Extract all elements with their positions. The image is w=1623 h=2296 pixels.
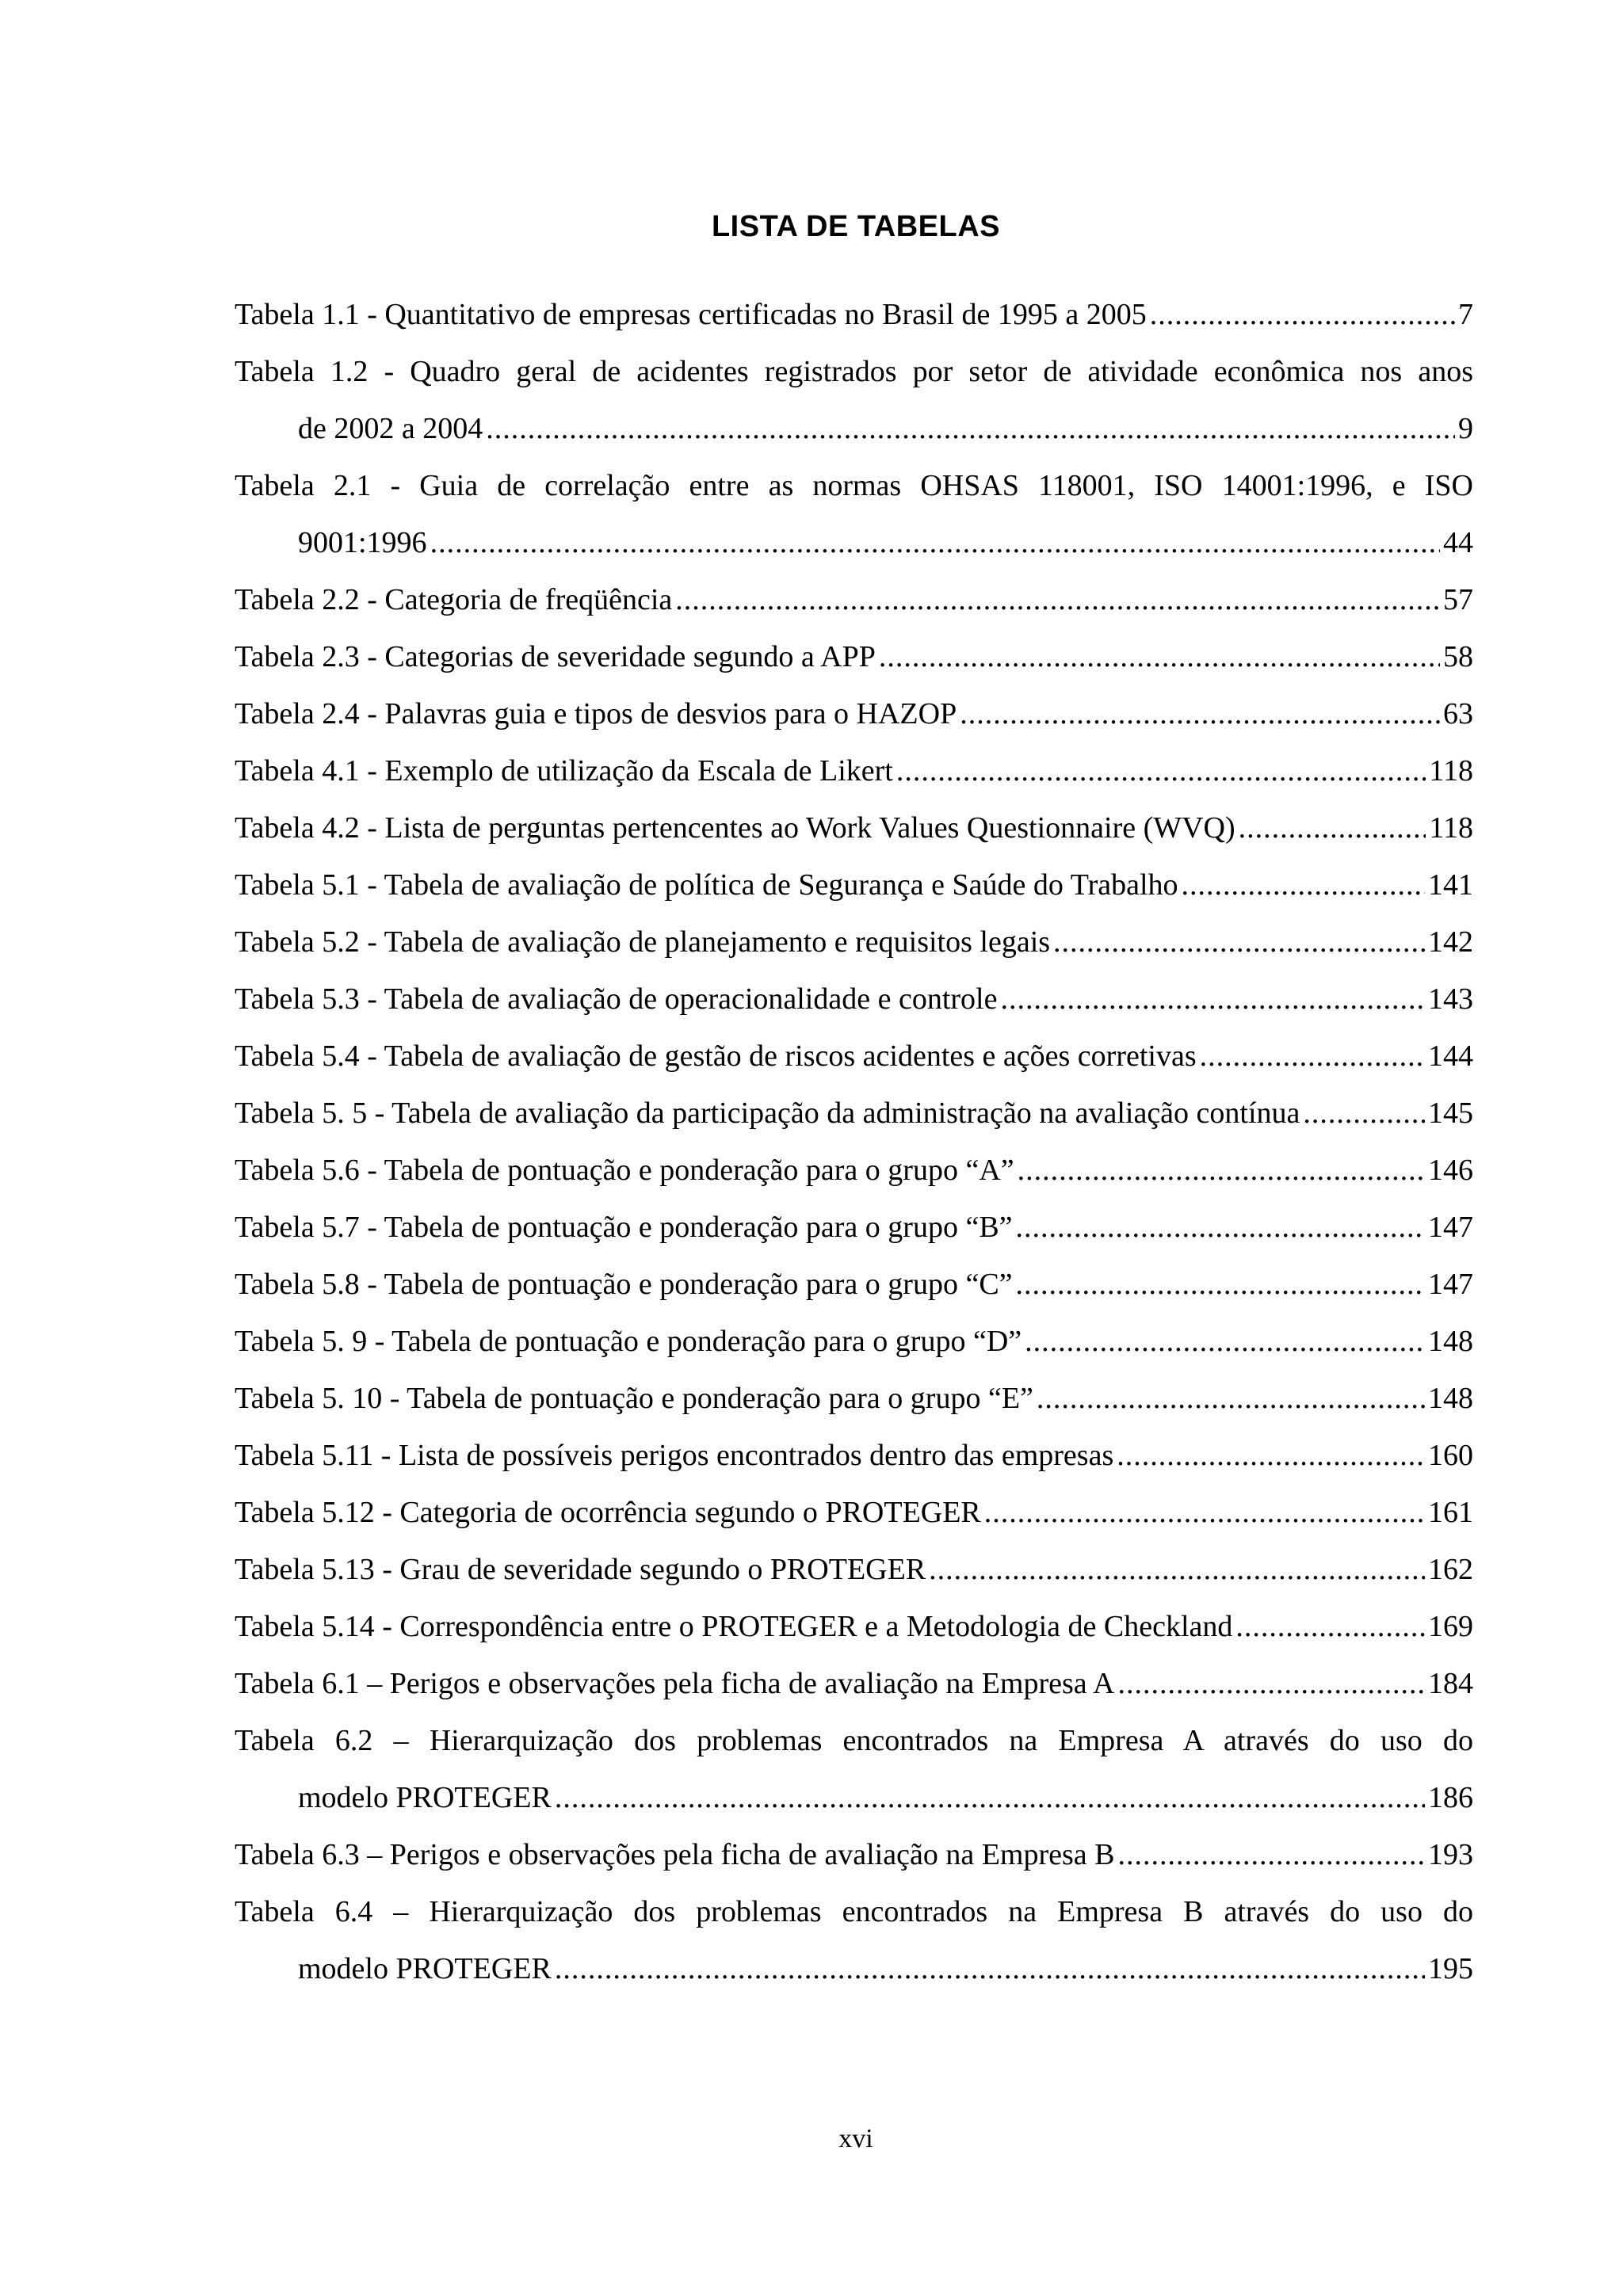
dot-leader xyxy=(486,409,1455,448)
dot-leader xyxy=(1000,979,1425,1019)
table-entry-page-number: 195 xyxy=(1428,1952,1473,1985)
table-entry-title: Tabela 5.6 - Tabela de pontuação e ponderação para o grupo “A” xyxy=(235,1154,1014,1187)
table-entry[interactable] xyxy=(235,637,1473,677)
dot-leader xyxy=(1016,1207,1425,1247)
dot-leader xyxy=(555,1778,1425,1817)
table-entry-title: Tabela 6.3 – Perigos e observações pela ficha de avaliação na Empresa B xyxy=(235,1838,1115,1871)
table-entry[interactable] xyxy=(235,580,1473,620)
table-entry-page-number: 160 xyxy=(1428,1439,1473,1472)
table-entry[interactable] xyxy=(235,979,1473,1019)
dot-leader xyxy=(1117,1664,1425,1703)
table-entry-title: Tabela 5.14 - Correspondência entre o PROTEGER e a Metodologia de Checkland xyxy=(235,1610,1233,1643)
table-entry-title: Tabela 5.7 - Tabela de pontuação e ponderação para o grupo “B” xyxy=(235,1211,1013,1244)
table-entry-title: Tabela 2.4 - Palavras guia e tipos de desvios para o HAZOP xyxy=(235,697,957,730)
dot-leader xyxy=(1303,1093,1425,1133)
table-entry-page-number: 148 xyxy=(1428,1382,1473,1415)
table-entry[interactable] xyxy=(235,1379,1473,1418)
table-entry-title: Tabela 5. 5 - Tabela de avaliação da participação da administração na avaliação contínua xyxy=(235,1097,1300,1130)
dot-leader xyxy=(1200,1036,1425,1076)
table-entry-page-number: 146 xyxy=(1428,1154,1473,1187)
table-entry[interactable] xyxy=(235,1322,1473,1361)
table-entry-title: Tabela 2.2 - Categoria de freqüência xyxy=(235,583,673,616)
dot-leader xyxy=(1037,1379,1425,1418)
table-entry[interactable] xyxy=(235,1150,1473,1190)
table-entry-page-number: 9 xyxy=(1458,412,1473,445)
table-entry-page-number: 184 xyxy=(1428,1667,1473,1700)
table-entry-title: Tabela 5.1 - Tabela de avaliação de política de Segurança e Saúde do Trabalho xyxy=(235,868,1178,902)
table-entry[interactable] xyxy=(235,1835,1473,1875)
dot-leader xyxy=(1239,808,1426,848)
table-entry-title: de 2002 a 2004 xyxy=(298,412,483,445)
table-entry-page-number: 169 xyxy=(1428,1610,1473,1643)
table-entry[interactable] xyxy=(235,1607,1473,1646)
table-entry-page-number: 118 xyxy=(1429,811,1473,845)
table-entry-page-number: 186 xyxy=(1428,1781,1473,1814)
dot-leader xyxy=(929,1550,1425,1589)
dot-leader xyxy=(1016,1264,1425,1304)
table-entry-title: modelo PROTEGER xyxy=(298,1781,552,1814)
table-entry-page-number: 118 xyxy=(1429,754,1473,788)
table-entry-title: Tabela 5.2 - Tabela de avaliação de planejamento e requisitos legais xyxy=(235,925,1051,959)
table-entry-title: Tabela 4.2 - Lista de perguntas pertencentes ao Work Values Questionnaire (WVQ) xyxy=(235,811,1235,845)
table-entry-title: Tabela 4.1 - Exemplo de utilização da Escala de Likert xyxy=(235,754,893,788)
table-entry-title: Tabela 2.3 - Categorias de severidade segundo a APP xyxy=(235,640,876,673)
table-entry-page-number: 44 xyxy=(1443,526,1473,559)
table-entry-title: 9001:1996 xyxy=(298,526,427,559)
table-entry-title: Tabela 1.2 - Quadro geral de acidentes registrados por setor de atividade econômica nos anos xyxy=(235,355,1473,388)
table-entry-title: Tabela 6.4 – Hierarquização dos problemas encontrados na Empresa B através do uso do xyxy=(235,1895,1473,1928)
table-entry-title: Tabela 5.12 - Categoria de ocorrência segundo o PROTEGER xyxy=(235,1496,981,1529)
table-entry-title: Tabela 5.13 - Grau de severidade segundo o PROTEGER xyxy=(235,1553,926,1586)
dot-leader xyxy=(984,1493,1425,1532)
dot-leader xyxy=(896,751,1426,791)
page-title: LISTA DE TABELAS xyxy=(711,210,1001,243)
table-entry[interactable] xyxy=(235,1207,1473,1247)
table-entry[interactable] xyxy=(235,1664,1473,1703)
table-entry-page-number: 161 xyxy=(1428,1496,1473,1529)
table-entry[interactable] xyxy=(235,751,1473,791)
table-entry[interactable] xyxy=(235,808,1473,848)
table-list xyxy=(235,295,1473,2006)
table-entry-page-number: 147 xyxy=(1428,1211,1473,1244)
table-entry[interactable] xyxy=(235,1264,1473,1304)
dot-leader xyxy=(1018,1150,1425,1190)
table-entry-page-number: 57 xyxy=(1443,583,1473,616)
table-entry-title: Tabela 5.11 - Lista de possíveis perigos encontrados dentro das empresas xyxy=(235,1439,1114,1472)
dot-leader xyxy=(1117,1436,1425,1475)
table-entry[interactable] xyxy=(235,1892,1473,1989)
dot-leader xyxy=(879,637,1440,677)
dot-leader xyxy=(1025,1322,1425,1361)
table-entry[interactable] xyxy=(235,694,1473,734)
table-entry-title: Tabela 5.4 - Tabela de avaliação de gestão de riscos acidentes e ações corretivas xyxy=(235,1039,1197,1073)
dot-leader xyxy=(960,694,1440,734)
table-entry[interactable] xyxy=(235,295,1473,334)
dot-leader xyxy=(555,1949,1425,1989)
table-entry-page-number: 142 xyxy=(1428,925,1473,959)
table-entry[interactable] xyxy=(235,1036,1473,1076)
table-entry[interactable] xyxy=(235,1436,1473,1475)
table-entry-page-number: 144 xyxy=(1428,1039,1473,1073)
dot-leader xyxy=(1182,865,1425,905)
dot-leader xyxy=(1053,922,1425,962)
table-entry[interactable] xyxy=(235,922,1473,962)
table-entry[interactable] xyxy=(235,1093,1473,1133)
table-entry-title: Tabela 6.1 – Perigos e observações pela ficha de avaliação na Empresa A xyxy=(235,1667,1115,1700)
table-entry-title: Tabela 5. 9 - Tabela de pontuação e ponderação para o grupo “D” xyxy=(235,1325,1022,1358)
page-number-footer: xvi xyxy=(838,2124,873,2153)
table-entry-page-number: 193 xyxy=(1428,1838,1473,1871)
table-entry-page-number: 63 xyxy=(1443,697,1473,730)
table-entry-page-number: 58 xyxy=(1443,640,1473,673)
table-entry-page-number: 145 xyxy=(1428,1097,1473,1130)
table-entry-title: Tabela 6.2 – Hierarquização dos problemas encontrados na Empresa A através do uso do xyxy=(235,1724,1473,1757)
dot-leader xyxy=(1235,1607,1425,1646)
table-entry-title: Tabela 5.3 - Tabela de avaliação de operacionalidade e controle xyxy=(235,982,998,1016)
dot-leader xyxy=(675,580,1440,620)
table-entry-page-number: 7 xyxy=(1458,298,1473,331)
table-entry[interactable] xyxy=(235,466,1473,563)
dot-leader xyxy=(1150,295,1455,334)
table-entry[interactable] xyxy=(235,1550,1473,1589)
table-entry-title: Tabela 5.8 - Tabela de pontuação e ponderação para o grupo “C” xyxy=(235,1268,1013,1301)
dot-leader xyxy=(430,523,1440,563)
table-entry[interactable] xyxy=(235,352,1473,448)
table-entry-title: Tabela 1.1 - Quantitativo de empresas certificadas no Brasil de 1995 a 2005 xyxy=(235,298,1147,331)
table-entry-page-number: 141 xyxy=(1428,868,1473,902)
table-entry-title: Tabela 2.1 - Guia de correlação entre as normas OHSAS 118001, ISO 14001:1996, e ISO xyxy=(235,469,1473,502)
table-entry-page-number: 143 xyxy=(1428,982,1473,1016)
table-entry[interactable] xyxy=(235,1493,1473,1532)
table-entry-page-number: 162 xyxy=(1428,1553,1473,1586)
table-entry-page-number: 147 xyxy=(1428,1268,1473,1301)
dot-leader xyxy=(1117,1835,1425,1875)
table-entry[interactable] xyxy=(235,865,1473,905)
table-entry-title: modelo PROTEGER xyxy=(298,1952,552,1985)
table-entry-page-number: 148 xyxy=(1428,1325,1473,1358)
table-entry[interactable] xyxy=(235,1721,1473,1817)
table-entry-title: Tabela 5. 10 - Tabela de pontuação e ponderação para o grupo “E” xyxy=(235,1382,1033,1415)
